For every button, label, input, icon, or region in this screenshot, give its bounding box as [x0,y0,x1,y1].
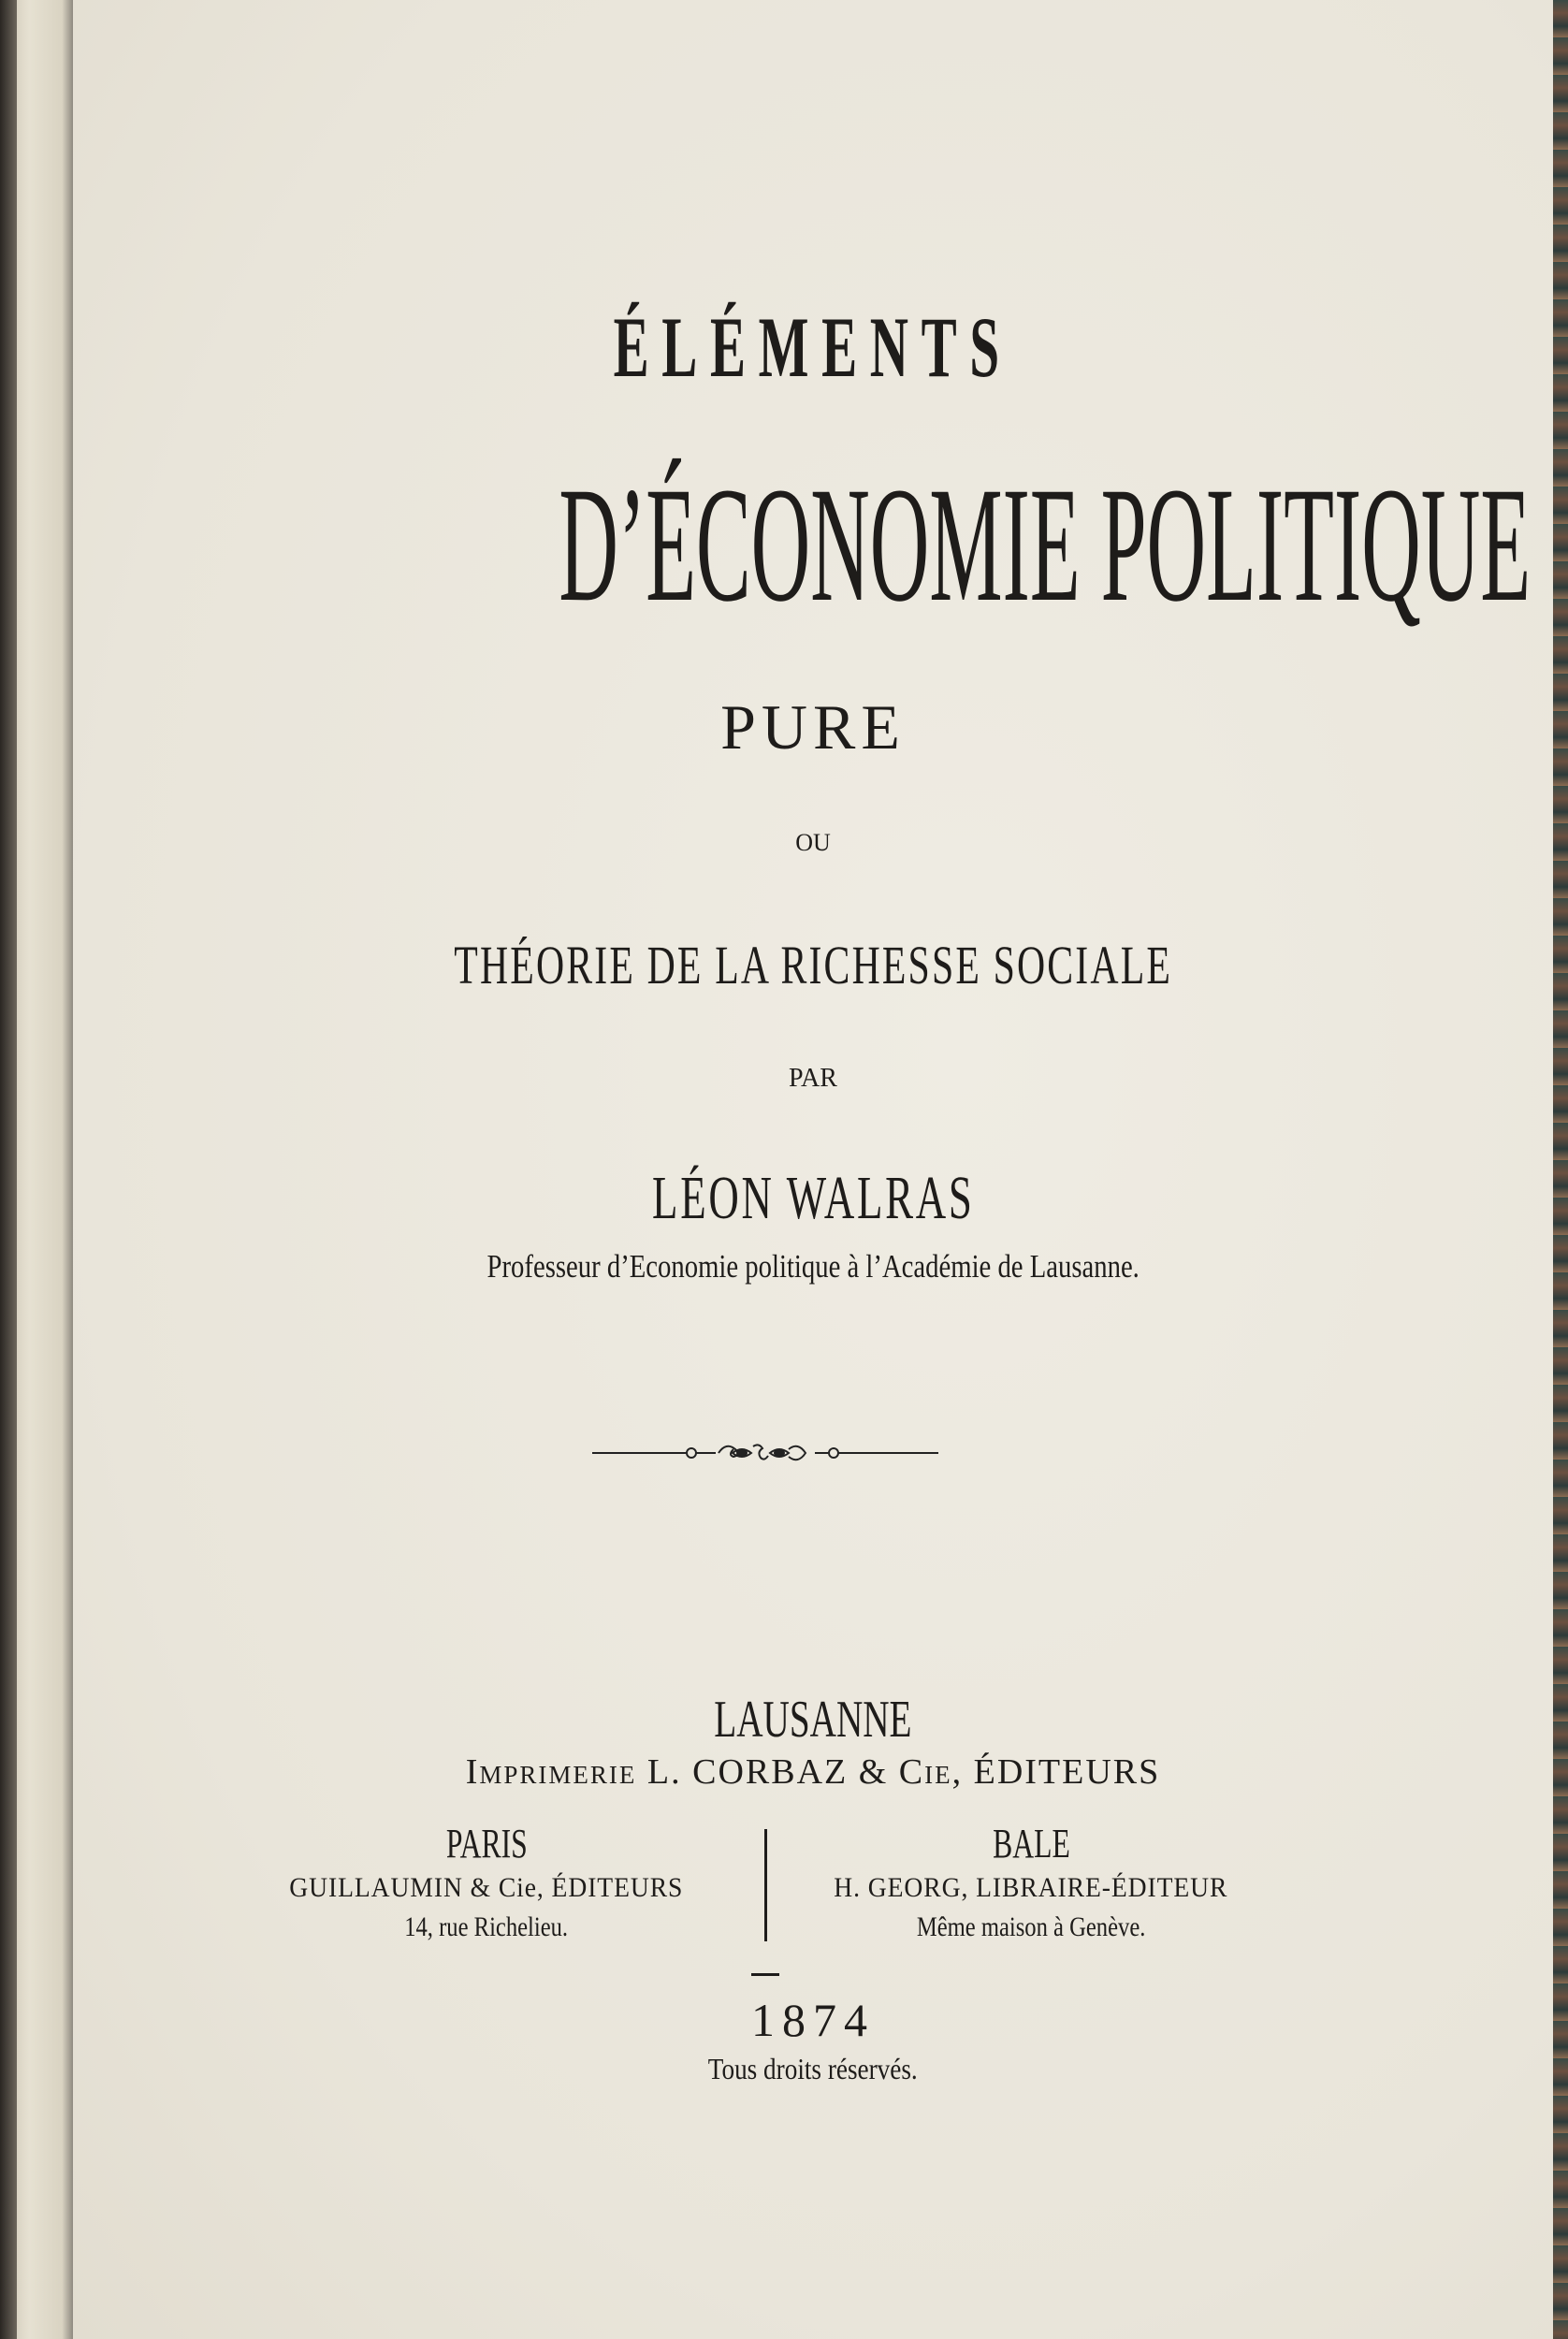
bale-city-line [797,1820,1265,1867]
year: 1874 [751,1994,875,2046]
conjunction: OU [795,829,831,856]
author-position: Professeur d’Economie politique à l’Académie de Lausanne. [486,1248,1140,1285]
column-divider [764,1829,767,1941]
bale-publisher: H. GEORG, LIBRAIRE-ÉDITEUR [834,1872,1228,1903]
rights: Tous droits réservés. [708,2052,918,2085]
paris-publisher: GUILLAUMIN & Cie, ÉDITEURS [289,1872,684,1903]
title-line-1 [73,298,1553,397]
bale-address-line [797,1911,1265,1943]
title-line-3 [73,690,1553,764]
short-rule [751,1973,779,1976]
paris-address: 14, rue Richelieu. [404,1911,569,1942]
author-name: LÉON WALRAS [651,1164,975,1232]
paris-publisher-line [253,1872,720,1904]
title-pure: PURE [720,691,906,763]
paris-city: PARIS [445,1821,528,1867]
marbled-edge [1553,0,1568,2339]
conjunction-line [73,829,1553,857]
subtitle-line [73,934,1553,996]
ornament-divider [592,1439,938,1467]
subtitle: THÉORIE DE LA RICHESSE SOCIALE [454,935,1172,995]
bale-publisher-line [797,1872,1265,1904]
author-line [73,1163,1553,1234]
rights-line [73,2052,1553,2086]
printer: Imprimerie L. CORBAZ & Cie, ÉDITEURS [465,1752,1161,1792]
title-line-2 [73,454,1553,636]
bale-address: Même maison à Genève. [916,1911,1146,1942]
author-position-line [73,1248,1553,1286]
printer-line [73,1751,1553,1793]
book-gutter [0,0,73,2339]
paris-address-line [253,1911,720,1943]
bale-city: BALE [992,1821,1070,1867]
publisher-city: LAUSANNE [714,1691,912,1749]
title-elements: ÉLÉMENTS [613,299,1013,395]
publisher-city-line [73,1690,1553,1750]
year-line [73,1993,1553,2047]
by-label: PAR [789,1064,837,1093]
paris-city-line [253,1820,720,1867]
title-economie-politique: D’ÉCONOMIE POLITIQUE [559,454,1532,636]
by-line [73,1064,1553,1094]
